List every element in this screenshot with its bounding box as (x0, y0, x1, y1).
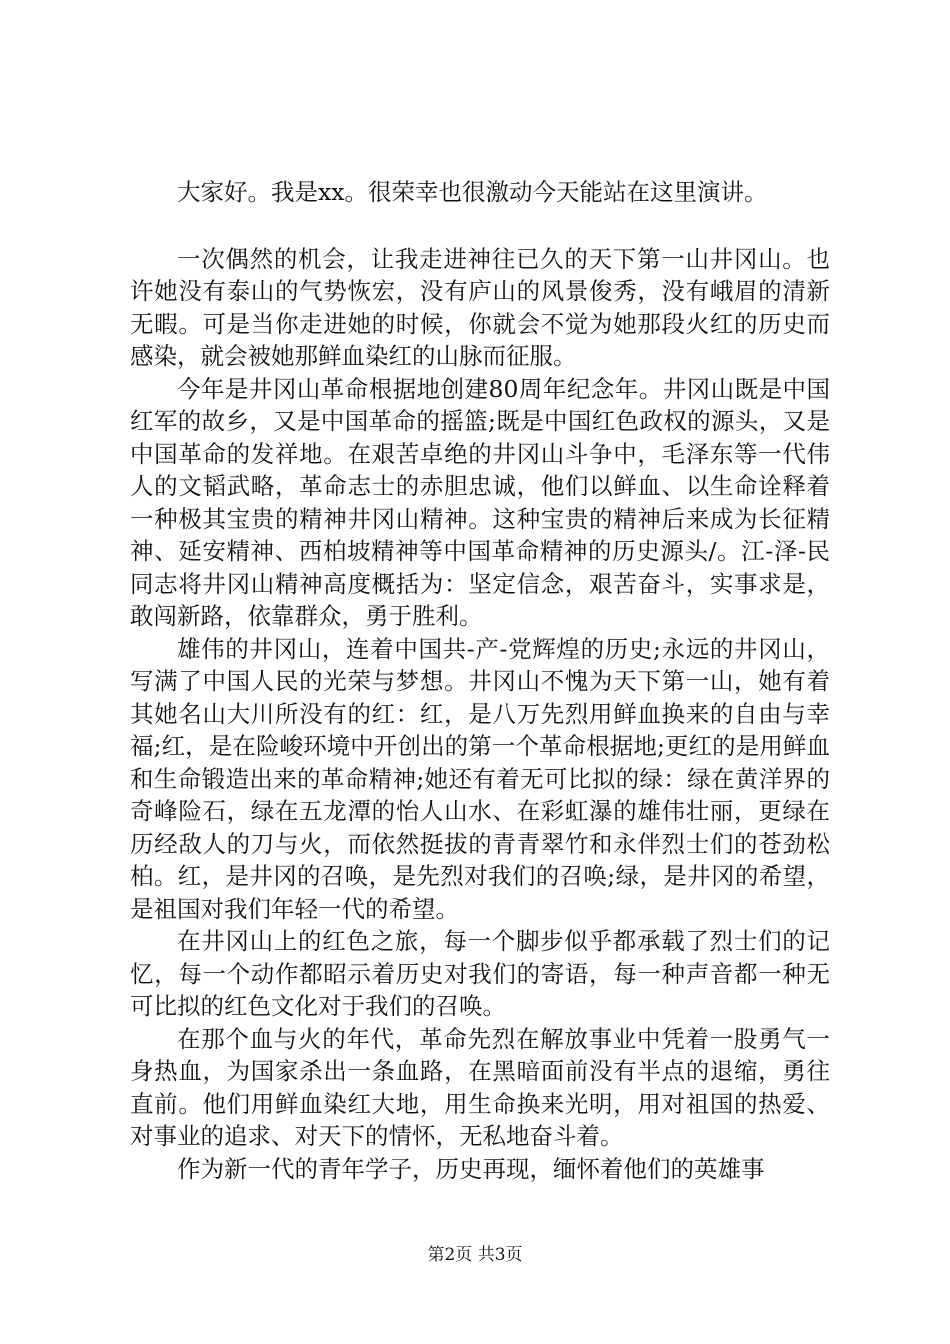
paragraph: 今年是井冈山革命根据地创建80周年纪念年。井冈山既是中国红军的故乡，又是中国革命的摇篮;既是中国红色政权的源头，又是中国革命的发祥地。在艰苦卓绝的井冈山斗争中，毛泽东等一代伟人的文韬武略，革命志士的赤胆忠诚，他们以鲜血、以生命诠释着一种极其宝贵的精神井冈山精神。这种宝贵的精神后来成为长征精神、延安精神、西柏坡精神等中国革命精神的历史源头/。江-泽-民同志将井冈山精神高度概括为：坚定信念，艰苦奋斗，实事求是，敢闯新路，依靠群众，勇于胜利。 (130, 374, 830, 630)
page-number-footer: 第2页 共3页 (427, 1245, 523, 1265)
paragraph: 作为新一代的青年学子，历史再现，缅怀着他们的英雄事 (177, 1154, 765, 1183)
paragraph-greeting: 大家好。我是xx。很荣幸也很激动今天能站在这里演讲。 (177, 178, 768, 206)
paragraph: 在那个血与火的年代，革命先烈在解放事业中凭着一股勇气一身热血，为国家杀出一条血路，在黑暗面前没有半点的退缩，勇往直前。他们用鲜血染红大地，用生命换来光明，用对祖国的热爱、对事业的追求、对天下的情怀，无私地奋斗着。 (130, 1024, 830, 1150)
document-body (130, 176, 830, 1185)
paragraph: 一次偶然的机会，让我走进神往已久的天下第一山井冈山。也许她没有泰山的气势恢宏，没有庐山的风景俊秀，没有峨眉的清新无暇。可是当你走进她的时候，你就会不觉为她那段火红的历史而感染，就会被她那鲜血染红的山脉而征服。 (130, 244, 830, 370)
paragraph: 在井冈山上的红色之旅，每一个脚步似乎都承载了烈士们的记忆，每一个动作都昭示着历史对我们的寄语，每一种声音都一种无可比拟的红色文化对于我们的召唤。 (130, 927, 830, 1020)
paragraph: 雄伟的井冈山，连着中国共-产-党辉煌的历史;永远的井冈山，写满了中国人民的光荣与梦想。井冈山不愧为天下第一山，她有着其她名山大川所没有的红：红，是八万先烈用鲜血换来的自由与幸福;红，是在险峻环境中开创出的第一个革命根据地;更红的是用鲜血和生命锻造出来的革命精神;她还有着无可比拟的绿：绿在黄洋界的奇峰险石，绿在五龙潭的怡人山水、在彩虹瀑的雄伟壮丽，更绿在历经敌人的刀与火，而依然挺拔的青青翠竹和永伴烈士们的苍劲松柏。红，是井冈的召唤，是先烈对我们的召唤;绿，是井冈的希望，是祖国对我们年轻一代的希望。 (130, 634, 830, 923)
